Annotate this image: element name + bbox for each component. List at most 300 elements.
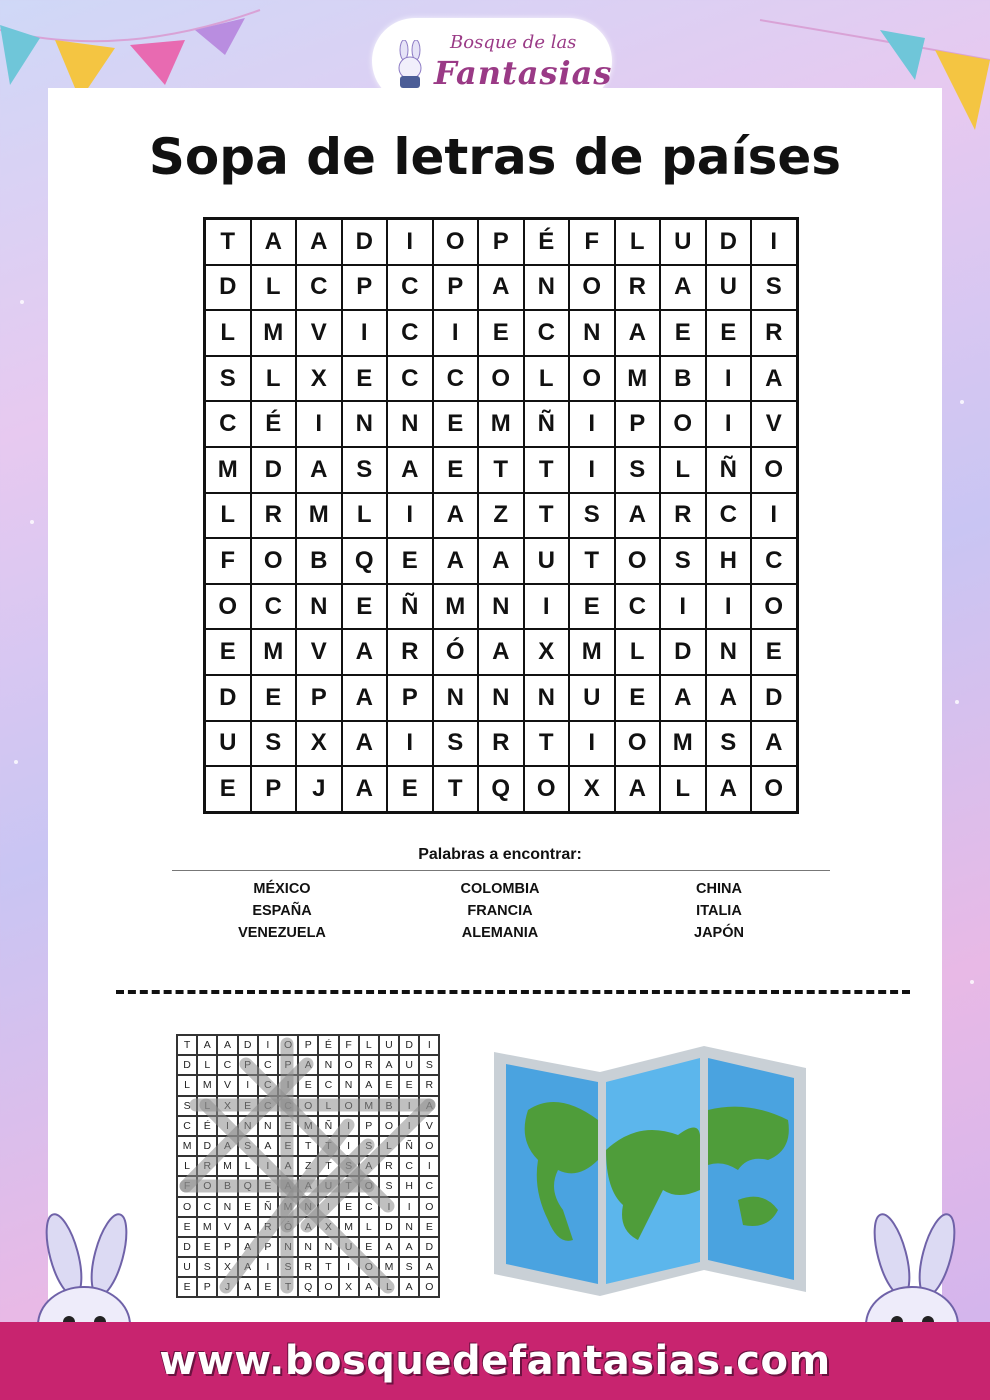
grid-cell: A [342,629,388,675]
grid-cell: A [478,538,524,584]
solution-cell: I [399,1096,419,1116]
grid-cell: D [205,675,251,721]
grid-cell: L [205,493,251,539]
solution-cell: P [359,1116,379,1136]
solution-cell: A [399,1277,419,1297]
grid-cell: U [524,538,570,584]
solution-cell: C [197,1197,217,1217]
grid-cell: R [660,493,706,539]
solution-cell: J [217,1277,237,1297]
solution-cell: L [359,1035,379,1055]
grid-cell: M [251,310,297,356]
solution-cell: T [318,1136,338,1156]
sparkle [20,300,24,304]
grid-cell: R [387,629,433,675]
grid-cell: S [251,721,297,767]
solution-cell: P [298,1035,318,1055]
solution-cell: C [177,1116,197,1136]
solution-cell: V [217,1075,237,1095]
grid-cell: E [615,675,661,721]
solution-cell: A [278,1156,298,1176]
solution-cell: S [339,1156,359,1176]
solution-cell: A [399,1237,419,1257]
solution-cell: I [278,1075,298,1095]
grid-cell: A [251,219,297,265]
grid-cell: L [615,219,661,265]
solution-cell: X [318,1217,338,1237]
grid-cell: C [615,584,661,630]
grid-cell: X [296,356,342,402]
grid-cell: F [569,219,615,265]
solution-cell: R [197,1156,217,1176]
solution-cell: M [197,1217,217,1237]
solution-cell: S [379,1176,399,1196]
word-item: JAPÓN [694,925,744,941]
solution-cell: E [339,1197,359,1217]
sparkle [14,760,18,764]
grid-cell: B [296,538,342,584]
solution-cell: A [359,1277,379,1297]
grid-cell: E [706,310,752,356]
map-icon [488,1040,812,1300]
solution-cell: I [419,1156,439,1176]
solution-cell: T [278,1277,298,1297]
grid-cell: S [342,447,388,493]
solution-cell: Ñ [318,1116,338,1136]
word-item: VENEZUELA [238,925,326,941]
grid-cell: A [433,538,479,584]
grid-cell: U [660,219,706,265]
grid-cell: A [751,721,797,767]
solution-cell: C [318,1075,338,1095]
grid-cell: L [205,310,251,356]
grid-cell: S [706,721,752,767]
grid-cell: V [296,310,342,356]
solution-cell: H [399,1176,419,1196]
solution-cell: M [379,1257,399,1277]
grid-cell: E [387,538,433,584]
grid-cell: E [251,675,297,721]
grid-cell: A [615,493,661,539]
solution-cell: E [278,1116,298,1136]
grid-cell: O [751,447,797,493]
grid-cell: L [251,356,297,402]
solution-cell: Ó [278,1217,298,1237]
solution-cell: L [318,1096,338,1116]
solution-cell: L [238,1156,258,1176]
solution-cell: T [318,1257,338,1277]
grid-cell: A [478,629,524,675]
grid-cell: A [296,447,342,493]
grid-cell: E [205,629,251,675]
solution-cell: N [217,1197,237,1217]
sparkle [970,980,974,984]
grid-cell: O [478,356,524,402]
solution-cell: U [318,1176,338,1196]
grid-cell: P [251,766,297,812]
solution-cell: D [419,1237,439,1257]
divider [172,870,830,871]
grid-cell: E [433,447,479,493]
solution-cell: S [238,1136,258,1156]
solution-cell: F [339,1035,359,1055]
grid-cell: A [433,493,479,539]
solution-cell: S [399,1257,419,1277]
grid-cell: I [751,219,797,265]
solution-cell: L [177,1156,197,1176]
grid-cell: N [569,310,615,356]
solution-cell: D [238,1035,258,1055]
solution-cell: I [419,1035,439,1055]
solution-cell: I [399,1197,419,1217]
solution-cell: M [217,1156,237,1176]
solution-cell: C [258,1055,278,1075]
solution-cell: O [359,1176,379,1196]
grid-cell: N [524,265,570,311]
solution-cell: M [298,1116,318,1136]
solution-cell: N [298,1237,318,1257]
word-list-column [619,878,819,944]
solution-cell: I [258,1035,278,1055]
solution-cell: D [399,1035,419,1055]
solution-cell: O [339,1055,359,1075]
sparkle [955,700,959,704]
solution-cell: P [217,1237,237,1257]
solution-cell: I [217,1116,237,1136]
solution-cell: T [177,1035,197,1055]
solution-cell: L [359,1217,379,1237]
solution-cell: M [177,1136,197,1156]
grid-cell: F [205,538,251,584]
word-item: CHINA [696,881,742,897]
grid-cell: R [751,310,797,356]
grid-cell: E [387,766,433,812]
grid-cell: I [569,447,615,493]
grid-cell: Ñ [387,584,433,630]
solution-cell: P [278,1055,298,1075]
grid-cell: J [296,766,342,812]
grid-cell: O [569,356,615,402]
grid-cell: A [706,766,752,812]
grid-cell: I [387,721,433,767]
solution-cell: I [339,1116,359,1136]
solution-cell: O [379,1116,399,1136]
grid-cell: P [342,265,388,311]
solution-cell: O [177,1197,197,1217]
solution-cell: O [419,1136,439,1156]
grid-cell: M [251,629,297,675]
grid-cell: C [387,310,433,356]
grid-cell: T [524,493,570,539]
grid-cell: O [751,766,797,812]
solution-cell: N [258,1116,278,1136]
grid-cell: A [342,675,388,721]
grid-cell: S [205,356,251,402]
solution-cell: Q [298,1277,318,1297]
grid-cell: D [706,219,752,265]
solution-cell: O [419,1197,439,1217]
solution-cell: S [278,1257,298,1277]
solution-cell: A [278,1176,298,1196]
grid-cell: V [296,629,342,675]
grid-cell: E [342,356,388,402]
solution-cell: É [318,1035,338,1055]
grid-cell: A [296,219,342,265]
solution-cell: I [379,1197,399,1217]
grid-cell: T [524,721,570,767]
grid-cell: Ñ [524,401,570,447]
grid-cell: T [205,219,251,265]
solution-cell: M [197,1075,217,1095]
word-item: COLOMBIA [460,881,540,897]
solution-cell: E [298,1075,318,1095]
grid-cell: I [387,219,433,265]
grid-cell: D [342,219,388,265]
solution-cell: Q [238,1176,258,1196]
solution-cell: A [298,1217,318,1237]
solution-cell: X [217,1096,237,1116]
solution-cell: B [379,1096,399,1116]
grid-cell: Q [478,766,524,812]
solution-cell: E [177,1277,197,1297]
grid-cell: T [569,538,615,584]
grid-cell: A [342,721,388,767]
grid-cell: R [251,493,297,539]
solution-cell: N [318,1237,338,1257]
grid-cell: N [342,401,388,447]
grid-cell: I [660,584,706,630]
grid-cell: M [296,493,342,539]
grid-cell: Ó [433,629,479,675]
solution-cell: R [298,1257,318,1277]
grid-cell: A [387,447,433,493]
solution-cell: A [419,1257,439,1277]
grid-cell: T [433,766,479,812]
word-list-column [400,878,600,944]
grid-cell: C [524,310,570,356]
solution-cell: L [197,1096,217,1116]
solution-cell: D [177,1055,197,1075]
grid-cell: O [615,721,661,767]
grid-cell: E [205,766,251,812]
grid-cell: N [296,584,342,630]
solution-cell: C [258,1096,278,1116]
grid-cell: O [615,538,661,584]
page-title: Sopa de letras de países [148,128,842,186]
solution-cell: M [359,1096,379,1116]
word-item: ALEMANIA [461,925,539,941]
solution-cell: I [258,1156,278,1176]
solution-cell: M [339,1217,359,1237]
grid-cell: I [751,493,797,539]
grid-cell: I [387,493,433,539]
grid-cell: E [751,629,797,675]
solution-cell: A [379,1055,399,1075]
solution-cell: P [197,1277,217,1297]
solution-cell: I [399,1116,419,1136]
solution-cell: N [339,1075,359,1095]
solution-cell: U [399,1055,419,1075]
solution-cell: F [177,1176,197,1196]
grid-cell: É [251,401,297,447]
solution-cell: I [339,1136,359,1156]
logo-main-text: Fantasias [434,54,613,92]
solution-cell: V [419,1116,439,1136]
grid-cell: T [524,447,570,493]
grid-cell: I [569,721,615,767]
solution-cell: A [217,1136,237,1156]
solution-cell: A [359,1075,379,1095]
grid-cell: N [706,629,752,675]
grid-cell: C [751,538,797,584]
grid-cell: A [342,766,388,812]
grid-cell: P [296,675,342,721]
grid-cell: L [660,766,706,812]
solution-cell: C [419,1176,439,1196]
grid-cell: A [660,675,706,721]
grid-cell: I [433,310,479,356]
solution-cell: U [177,1257,197,1277]
solution-cell: V [217,1217,237,1237]
word-item: ESPAÑA [252,903,312,919]
website-link[interactable]: www.bosquedefantasias.com [159,1338,831,1384]
solution-cell: A [238,1217,258,1237]
sparkle [30,520,34,524]
grid-cell: C [296,265,342,311]
grid-cell: S [433,721,479,767]
grid-cell: D [660,629,706,675]
solution-cell: Ñ [399,1136,419,1156]
solution-cell: A [379,1237,399,1257]
solution-cell: N [278,1237,298,1257]
solution-cell: O [318,1277,338,1297]
solution-cell: X [339,1277,359,1297]
grid-cell: C [387,265,433,311]
solution-cell: R [258,1217,278,1237]
grid-cell: L [524,356,570,402]
solution-cell: P [238,1055,258,1075]
grid-cell: O [660,401,706,447]
solution-cell: T [298,1136,318,1156]
solution-cell: O [339,1096,359,1116]
bunny-icon [392,40,428,90]
solution-cell: A [238,1237,258,1257]
solution-cell: R [359,1055,379,1075]
grid-cell: C [706,493,752,539]
grid-cell: X [296,721,342,767]
logo-top-text: Bosque de las [450,32,577,53]
solution-cell: T [339,1176,359,1196]
solution-cell: A [298,1176,318,1196]
grid-cell: R [615,265,661,311]
grid-cell: L [615,629,661,675]
grid-cell: E [660,310,706,356]
solution-cell: Ñ [258,1197,278,1217]
solution-cell: E [238,1197,258,1217]
solution-cell: C [278,1096,298,1116]
grid-cell: R [478,721,524,767]
grid-cell: E [478,310,524,356]
grid-cell: M [660,721,706,767]
solution-cell: O [419,1277,439,1297]
solution-cell: A [258,1136,278,1156]
solution-cell: M [278,1197,298,1217]
solution-cell: É [197,1116,217,1136]
grid-cell: Z [478,493,524,539]
word-item: FRANCIA [467,903,533,919]
grid-cell: P [478,219,524,265]
grid-cell: S [615,447,661,493]
grid-cell: O [205,584,251,630]
solution-cell: L [177,1075,197,1095]
grid-cell: S [660,538,706,584]
solution-cell: O [197,1176,217,1196]
solution-cell: E [379,1075,399,1095]
grid-cell: C [205,401,251,447]
grid-cell: N [433,675,479,721]
grid-cell: C [433,356,479,402]
grid-cell: U [706,265,752,311]
grid-cell: C [387,356,433,402]
word-item: ITALIA [696,903,742,919]
grid-cell: D [251,447,297,493]
solution-cell: S [419,1055,439,1075]
solution-cell: A [359,1156,379,1176]
grid-cell: L [251,265,297,311]
grid-cell: L [342,493,388,539]
solution-cell: I [258,1257,278,1277]
solution-cell: E [359,1237,379,1257]
solution-cell: A [217,1035,237,1055]
grid-cell: H [706,538,752,584]
grid-cell: Ñ [706,447,752,493]
solution-cell: E [399,1075,419,1095]
grid-cell: L [660,447,706,493]
grid-cell: I [706,401,752,447]
grid-cell: U [205,721,251,767]
solution-cell: C [399,1156,419,1176]
solution-cell: R [379,1156,399,1176]
grid-cell: I [524,584,570,630]
solution-cell: A [238,1277,258,1297]
solution-cell: O [298,1096,318,1116]
solution-cell: O [278,1035,298,1055]
solution-cell: E [238,1096,258,1116]
grid-cell: A [706,675,752,721]
solution-cell: E [258,1176,278,1196]
grid-cell: O [251,538,297,584]
brand-logo [372,18,612,104]
solution-cell: S [359,1136,379,1156]
grid-cell: X [524,629,570,675]
grid-cell: I [569,401,615,447]
solution-cell: S [197,1257,217,1277]
solution-cell: D [177,1237,197,1257]
cut-line [116,990,910,994]
solution-cell: T [318,1156,338,1176]
grid-cell: A [478,265,524,311]
solution-cell: D [197,1136,217,1156]
solution-cell: N [238,1116,258,1136]
solution-cell: E [177,1217,197,1237]
solution-highlights [176,1034,440,1298]
solution-cell: E [258,1277,278,1297]
grid-cell: M [433,584,479,630]
grid-cell: C [251,584,297,630]
grid-cell: E [342,584,388,630]
grid-cell: B [660,356,706,402]
grid-cell: A [660,265,706,311]
